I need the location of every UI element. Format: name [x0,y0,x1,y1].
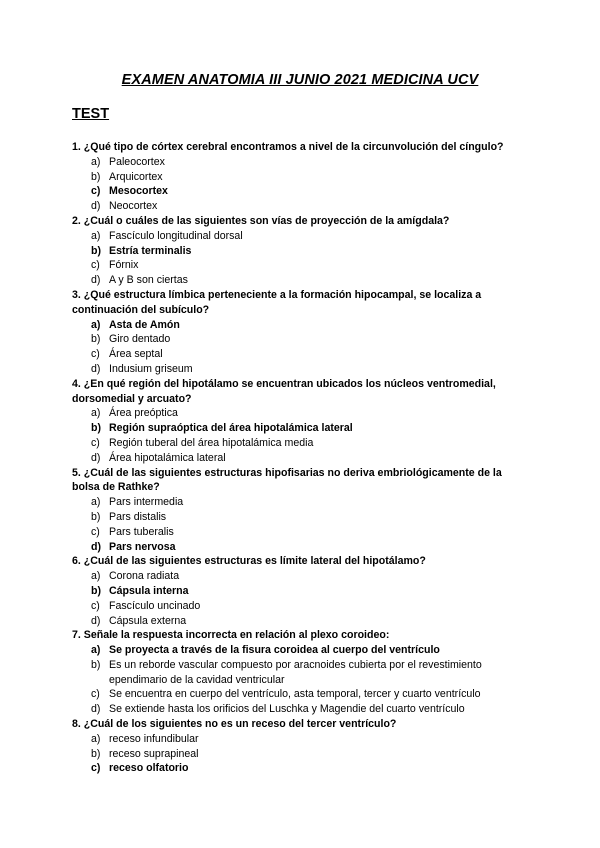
option-text: Pars distalis [109,510,167,523]
option-letter: d) [91,451,101,464]
question-text: 5. ¿Cuál de las siguientes estructuras hipofisarias no deriva embriológicamente de la bolsa de Rathke? [72,466,502,494]
answer-option [72,761,532,776]
option-letter: c) [91,688,100,701]
question-text: 8. ¿Cuál de los siguientes no es un receso del tercer ventrículo? [72,718,397,731]
answer-option [72,643,532,658]
question-list [72,140,532,776]
option-letter: c) [91,525,100,538]
option-text: Área septal [109,348,163,361]
answer-option [72,451,532,466]
option-text: receso olfatorio [109,762,189,775]
answer-option [72,199,532,214]
option-letter: c) [91,762,101,775]
answer-option [72,406,532,421]
option-letter: a) [91,644,101,657]
option-text: Fascículo longitudinal dorsal [109,229,243,242]
option-letter: c) [91,259,100,272]
option-letter: a) [91,496,101,509]
option-text: Asta de Amón [109,318,180,331]
question-text: 2. ¿Cuál o cuáles de las siguientes son vías de proyección de la amígdala? [72,214,450,227]
answer-option [72,525,532,540]
answer-option [72,347,532,362]
answer-option [72,747,532,762]
option-letter: a) [91,407,101,420]
answer-option [72,362,532,377]
exam-title: EXAMEN ANATOMIA III JUNIO 2021 MEDICINA UCV [121,72,479,88]
answer-option [72,569,532,584]
option-letter: b) [91,170,101,183]
option-text: Pars tuberalis [109,525,174,538]
option-text: receso suprapineal [109,747,199,760]
option-letter: d) [91,614,101,627]
option-letter: b) [91,747,101,760]
option-text: Región tuberal del área hipotalámica media [109,436,314,449]
option-text: Es un reborde vascular compuesto por aracnoides cubierta por el revestimiento ependimario de la cavidad ventricular [109,658,482,686]
question-text: 7. Señale la respuesta incorrecta en relación al plexo coroideo: [72,629,390,642]
option-letter: b) [91,510,101,523]
answer-option [72,258,532,273]
option-text: Indusium griseum [109,362,193,375]
answer-option [72,495,532,510]
option-letter: c) [91,185,101,198]
option-letter: b) [91,422,101,435]
option-letter: c) [91,599,100,612]
answer-option [72,318,532,333]
option-letter: d) [91,274,101,287]
answer-option [72,510,532,525]
option-letter: a) [91,318,101,331]
option-text: Neocortex [109,200,158,213]
option-text: Región supraóptica del área hipotalámica lateral [109,422,353,435]
option-letter: b) [91,244,101,257]
answer-option [72,436,532,451]
question-text: 4. ¿En qué región del hipotálamo se encuentran ubicados los núcleos ventromedial, dorsomedial y arcuato? [72,377,496,405]
option-letter: a) [91,229,101,242]
option-letter: d) [91,200,101,213]
answer-option [72,170,532,185]
answer-option [72,599,532,614]
option-text: Se extiende hasta los orificios del Luschka y Magendie del cuarto ventrículo [109,703,465,716]
option-text: Área hipotalámica lateral [109,451,226,464]
option-text: Estría terminalis [109,244,192,257]
option-letter: d) [91,362,101,375]
answer-option [72,244,532,259]
option-text: Cápsula externa [109,614,187,627]
option-text: Paleocortex [109,155,165,168]
option-letter: d) [91,540,101,553]
answer-option [72,702,532,717]
option-text: Pars nervosa [109,540,176,553]
option-text: Corona radiata [109,570,180,583]
option-text: receso infundibular [109,732,199,745]
option-text: Arquicortex [109,170,163,183]
option-letter: c) [91,348,100,361]
option-text: Se encuentra en cuerpo del ventrículo, asta temporal, tercer y cuarto ventrículo [109,688,481,701]
option-text: Mesocortex [109,185,168,198]
answer-option [72,184,532,199]
option-text: Se proyecta a través de la fisura coroidea al cuerpo del ventrículo [109,644,440,657]
question-text: 3. ¿Qué estructura límbica perteneciente a la formación hipocampal, se localiza a continuación del subículo? [72,288,482,316]
question-text: 1. ¿Qué tipo de córtex cerebral encontramos a nivel de la circunvolución del cíngulo? [72,141,504,153]
answer-option [72,155,532,170]
answer-option [72,614,532,629]
option-text: Giro dentado [109,333,171,346]
option-text: Fascículo uncinado [109,599,201,612]
option-letter: a) [91,155,101,168]
answer-option [72,732,532,747]
answer-option [72,421,532,436]
option-letter: d) [91,703,101,716]
section-heading: TEST [72,106,110,122]
answer-option [72,687,532,702]
option-letter: b) [91,584,101,597]
answer-option [72,658,532,688]
answer-option [72,540,532,555]
answer-option [72,584,532,599]
option-letter: a) [91,732,101,745]
option-letter: b) [91,658,101,671]
answer-option [72,273,532,288]
option-text: A y B son ciertas [109,274,188,287]
question-text: 6. ¿Cuál de las siguientes estructuras es límite lateral del hipotálamo? [72,555,426,568]
option-letter: a) [91,570,101,583]
option-text: Cápsula interna [109,584,189,597]
option-text: Fórnix [109,259,139,272]
option-letter: b) [91,333,101,346]
answer-option [72,229,532,244]
option-text: Área preóptica [109,407,178,420]
answer-option [72,332,532,347]
option-letter: c) [91,436,100,449]
option-text: Pars intermedia [109,496,184,509]
